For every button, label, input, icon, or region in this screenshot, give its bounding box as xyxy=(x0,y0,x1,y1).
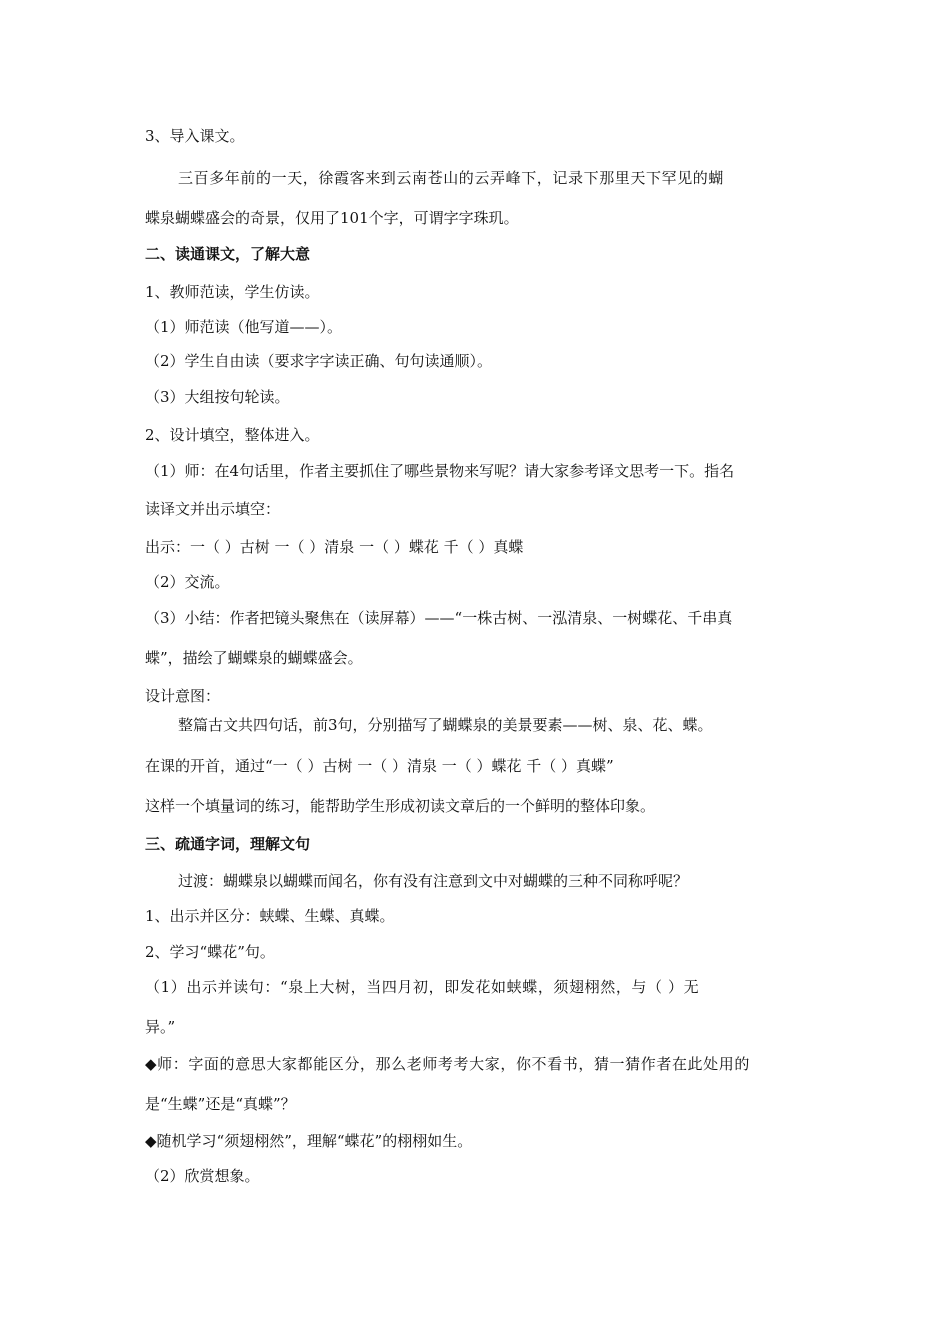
step-2-item-1-line-1: （1）师：在4句话里，作者主要抓住了哪些景物来写呢？请大家参考译文思考一下。指名 xyxy=(145,462,735,480)
step-2-item-1-line-2: 读译文并出示填空： xyxy=(145,500,281,518)
teacher-note-line-2: 是“生蝶”还是“真蝶”？ xyxy=(145,1095,296,1113)
design-intent-line-3: 这样一个填量词的练习，能帮助学生形成初读文章后的一个鲜明的整体印象。 xyxy=(145,797,656,815)
step-1-item-1: （1）师范读（他写道——）。 xyxy=(145,318,343,336)
step-2-item-3-line-2: 蝶”，描绘了蝴蝶泉的蝴蝶盛会。 xyxy=(145,649,363,667)
fill-blank-prompt: 出示：一（ ）古树 一（ ）清泉 一（ ）蝶花 千（ ）真蝶 xyxy=(145,538,524,556)
step-1-item-2: （2）学生自由读（要求字字读正确、句句读通顺）。 xyxy=(145,352,493,370)
step-2-heading: 2、设计填空，整体进入。 xyxy=(145,426,320,444)
step-1-heading: 1、教师范读，学生仿读。 xyxy=(145,283,320,301)
teacher-note-line-1: ◆师：字面的意思大家都能区分，那么老师考考大家，你不看书，猜一猜作者在此处用的 xyxy=(145,1055,750,1073)
intro-paragraph-line-1: 三百多年前的一天，徐霞客来到云南苍山的云弄峰下，记录下那里天下罕见的蝴 xyxy=(178,169,725,187)
section-heading-3: 三、疏通字词，理解文句 xyxy=(145,835,311,853)
design-intent-label: 设计意图： xyxy=(145,687,221,705)
step-3-2: 2、学习“蝶花”句。 xyxy=(145,943,275,961)
step-2-item-2: （2）交流。 xyxy=(145,573,230,591)
step-1-item-3: （3）大组按句轮读。 xyxy=(145,388,290,406)
step-3-2-item-1-line-2: 异。” xyxy=(145,1018,176,1036)
design-intent-line-1: 整篇古文共四句话，前3句，分别描写了蝴蝶泉的美景要素——树、泉、花、蝶。 xyxy=(178,716,713,734)
transition-line: 过渡：蝴蝶泉以蝴蝶而闻名，你有没有注意到文中对蝴蝶的三种不同称呼呢？ xyxy=(178,872,689,890)
design-intent-line-2: 在课的开首，通过“一（ ）古树 一（ ）清泉 一（ ）蝶花 千（ ）真蝶” xyxy=(145,757,614,775)
teacher-note-2: ◆随机学习“须翅栩然”，理解“蝶花”的栩栩如生。 xyxy=(145,1132,473,1150)
section-heading-2: 二、读通课文，了解大意 xyxy=(145,245,311,263)
intro-step-3: 3、导入课文。 xyxy=(145,127,245,145)
step-3-1: 1、出示并区分：蛱蝶、生蝶、真蝶。 xyxy=(145,907,395,925)
step-3-2-item-1-line-1: （1）出示并读句：“泉上大树，当四月初，即发花如蛱蝶，须翅栩然，与（ ）无 xyxy=(145,978,700,996)
step-3-2-item-2: （2）欣赏想象。 xyxy=(145,1167,260,1185)
intro-paragraph-line-2: 蝶泉蝴蝶盛会的奇景，仅用了101个字，可谓字字珠玑。 xyxy=(145,209,519,227)
step-2-item-3-line-1: （3）小结：作者把镜头聚焦在（读屏幕）——“一株古树、一泓清泉、一树蝶花、千串真 xyxy=(145,609,733,627)
